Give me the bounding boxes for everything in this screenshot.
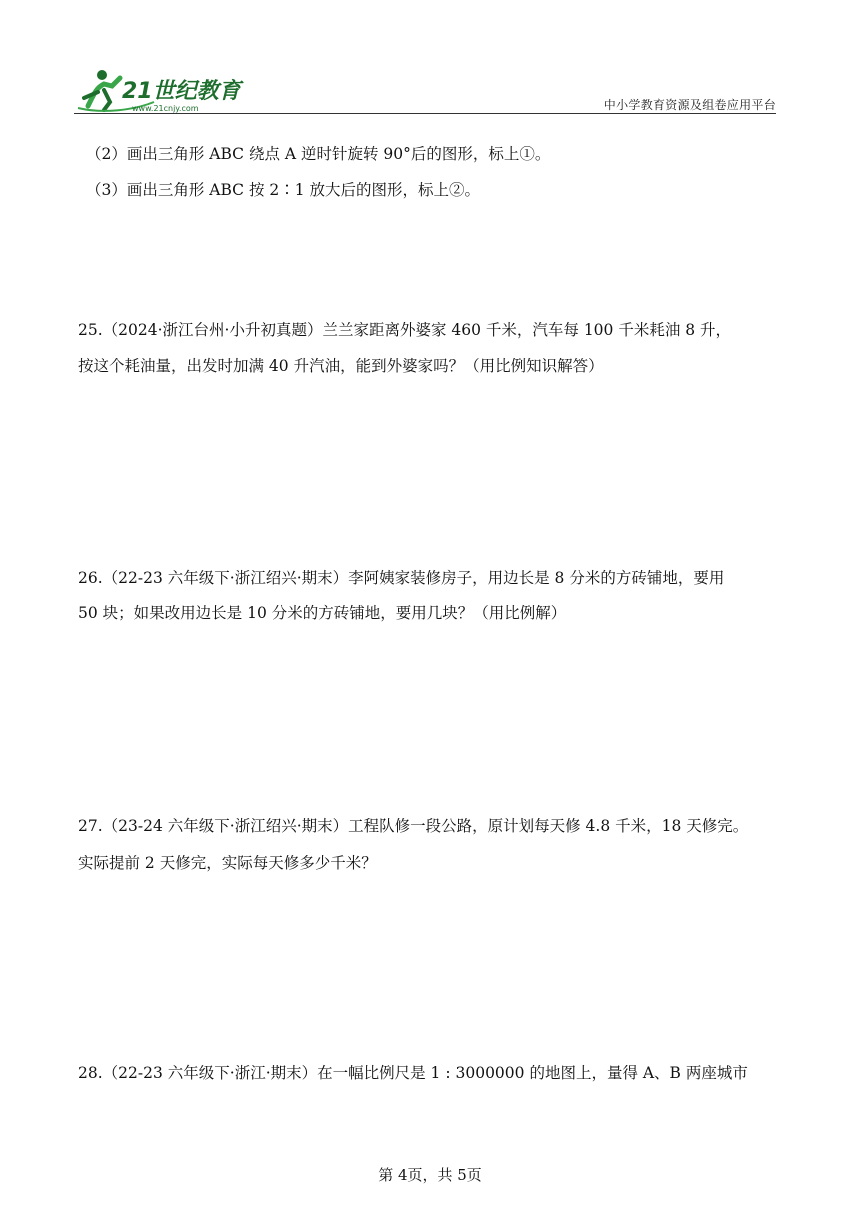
page-number: 第 4页，共 5页 bbox=[378, 1166, 482, 1184]
q25-line2: 按这个耗油量，出发时加满 40 升汽油，能到外婆家吗？（用比例知识解答） bbox=[78, 357, 604, 375]
q25-line1: 25.（2024·浙江台州·小升初真题）兰兰家距离外婆家 460 千米，汽车每 100 千米耗油 8 升， bbox=[78, 321, 732, 339]
q24-part3: （3）画出三角形 ABC 按 2∶1 放大后的图形，标上②。 bbox=[86, 181, 481, 199]
q24-part2: （2）画出三角形 ABC 绕点 A 逆时针旋转 90°后的图形，标上①。 bbox=[86, 145, 551, 163]
logo-url: www.21cnjy.com bbox=[132, 104, 199, 113]
q28-line1: 28.（22-23 六年级下·浙江·期末）在一幅比例尺是 1 : 3000000 的地图上，量得 A、B 两座城市 bbox=[78, 1064, 748, 1082]
platform-name: 中小学教育资源及组卷应用平台 bbox=[603, 98, 776, 112]
q27-line1: 27.（23-24 六年级下·浙江绍兴·期末）工程队修一段公路，原计划每天修 4.8 千米，18 天修完。 bbox=[78, 817, 749, 835]
logo-text: 21世纪教育 bbox=[122, 79, 241, 104]
q27-line2: 实际提前 2 天修完，实际每天修多少千米？ bbox=[78, 854, 377, 872]
21cnjy-logo bbox=[74, 66, 264, 114]
header-divider bbox=[74, 113, 776, 114]
page-header bbox=[74, 66, 776, 116]
q26-line2: 50 块；如果改用边长是 10 分米的方砖铺地，要用几块？（用比例解） bbox=[78, 604, 567, 622]
q26-line1: 26.（22-23 六年级下·浙江绍兴·期末）李阿姨家装修房子，用边长是 8 分米的方砖铺地，要用 bbox=[78, 569, 725, 587]
